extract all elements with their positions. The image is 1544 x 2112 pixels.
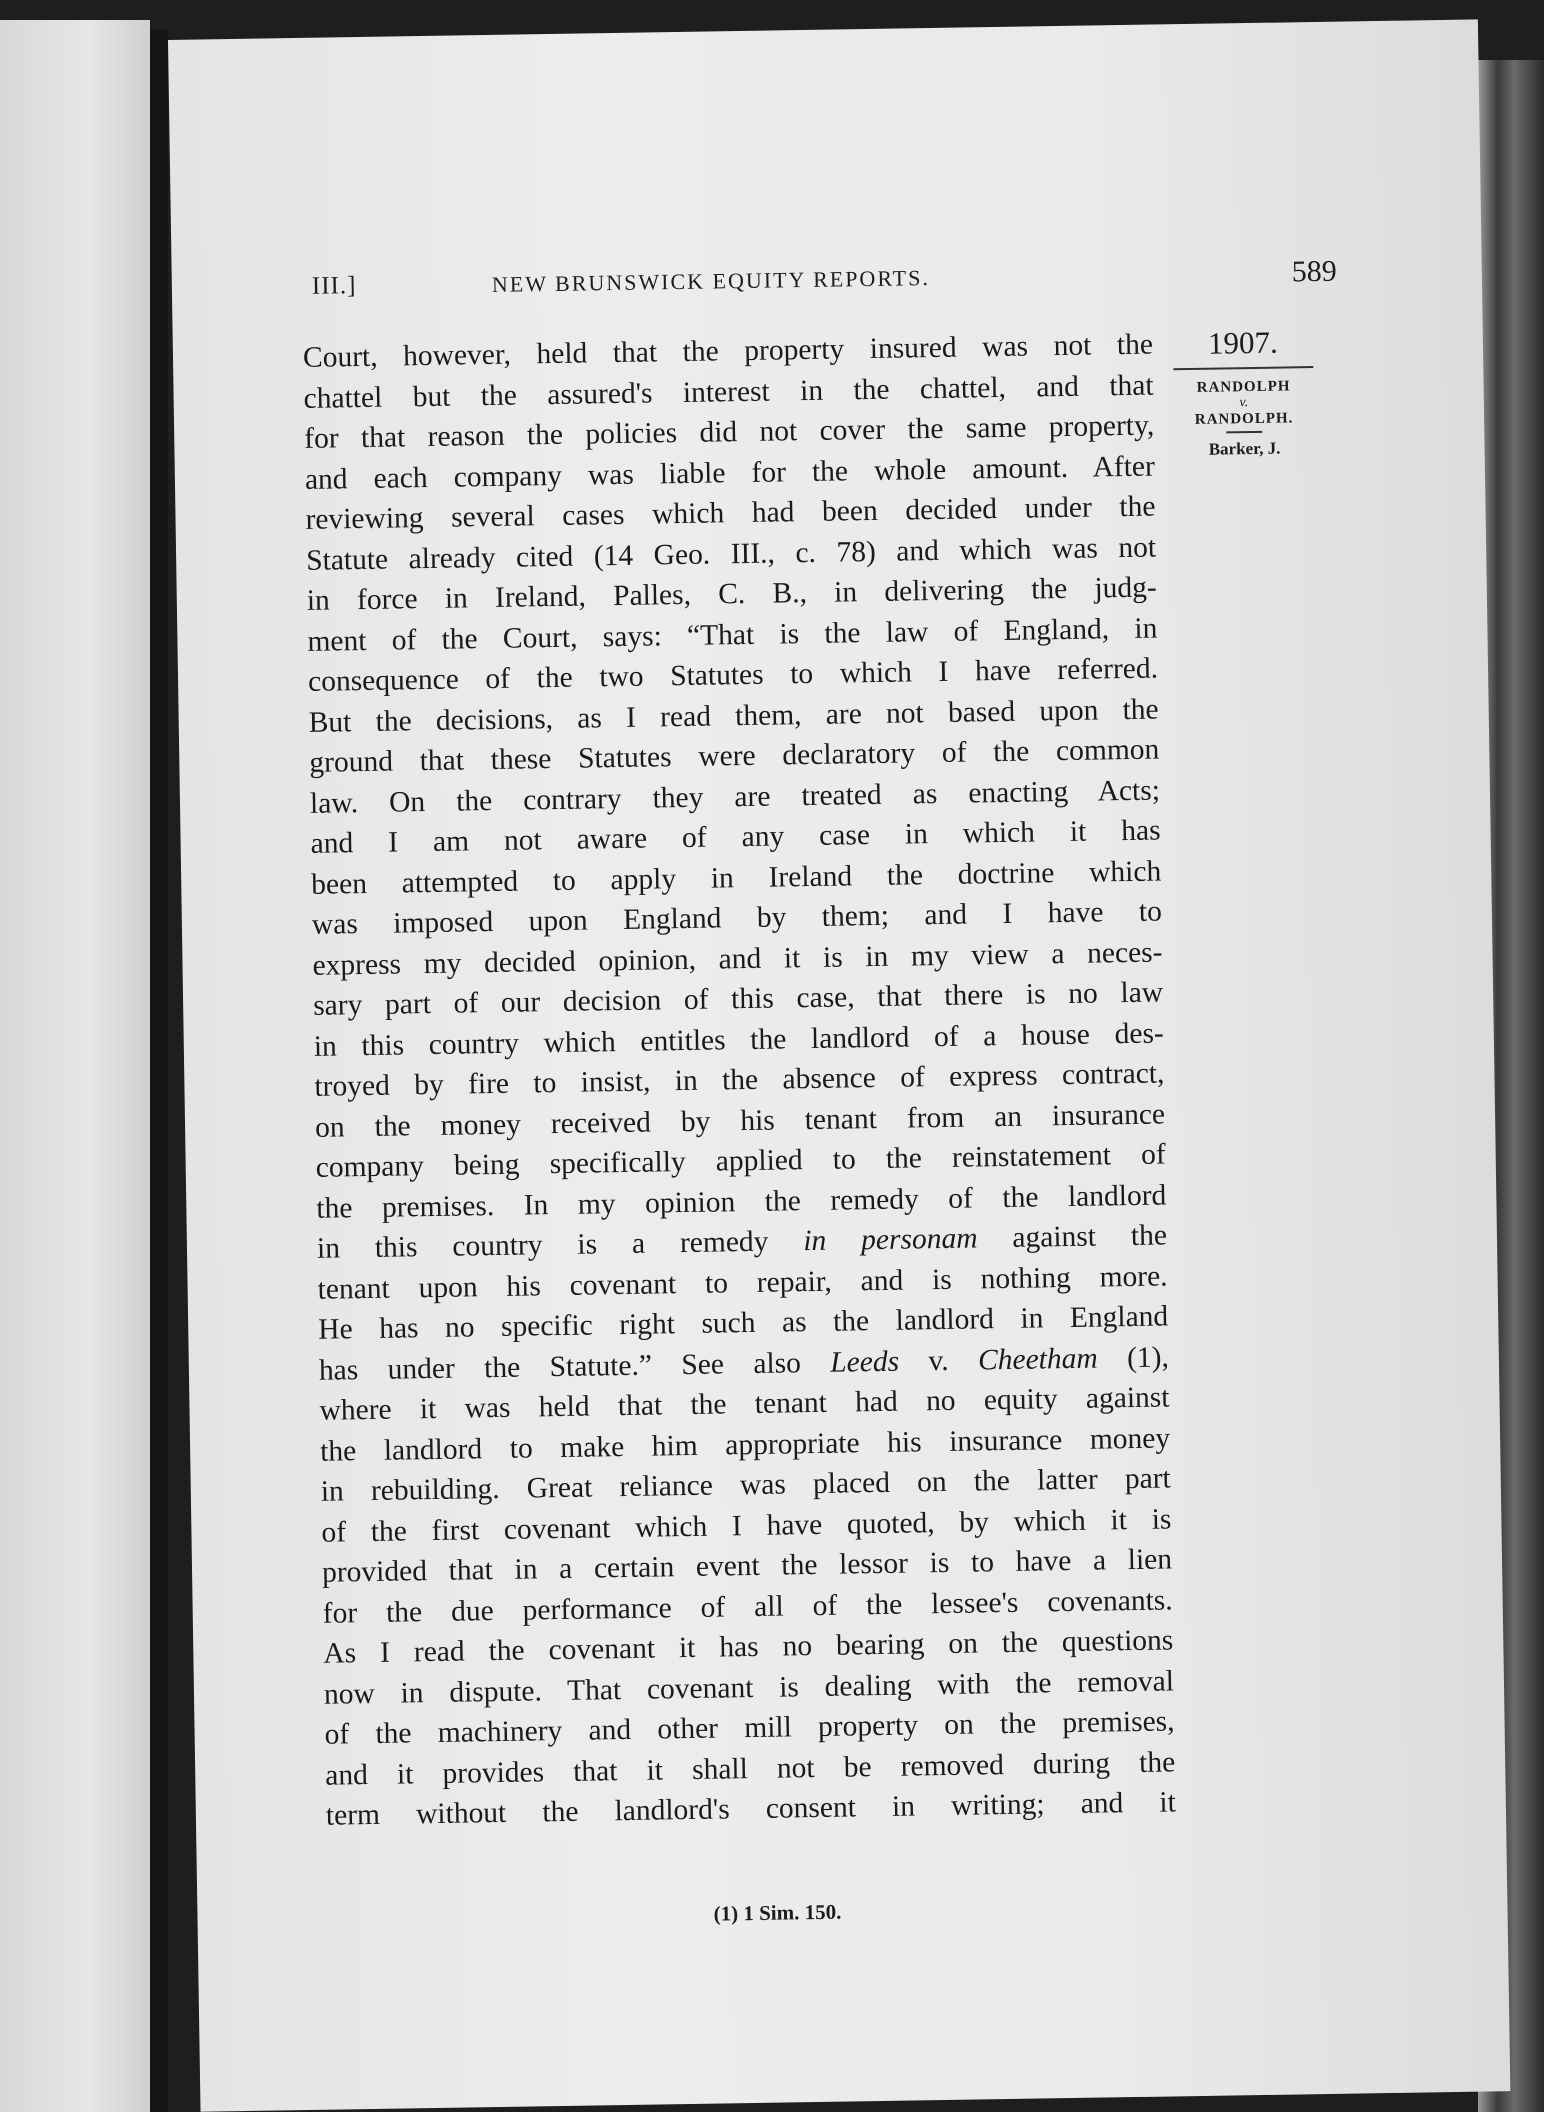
text-run: against the <box>977 1219 1168 1255</box>
text-line: where it was held that the tenant had no equity against <box>319 1381 1170 1427</box>
text-line: term without the landlord's consent in writing; and it <box>325 1786 1177 1832</box>
text-line: been attempted to apply in Ireland the doctrine which <box>311 855 1162 901</box>
case-party-2: Cheetham <box>977 1342 1098 1376</box>
text-line: troyed by fire to insist, in the absence of express contract, <box>314 1057 1165 1103</box>
margin-rule <box>1226 431 1262 434</box>
book-page <box>168 19 1510 2111</box>
facing-page-edge <box>0 20 150 2112</box>
text-line: ground that these Statutes were declaratory of the common <box>309 733 1160 779</box>
text-line: was imposed upon England by them; and I have to <box>311 895 1163 941</box>
text-run: in this country is a remedy <box>316 1225 804 1265</box>
text-line: and each company was liable for the whole amount. After <box>304 450 1156 496</box>
margin-notes <box>1173 324 1315 460</box>
text-line: in force in Ireland, Palles, C. B., in delivering the judg- <box>306 571 1157 617</box>
text-line: for the due performance of all of the lessee's covenants. <box>322 1583 1173 1630</box>
text-line: reviewing several cases which had been decided under the <box>305 490 1156 536</box>
text-line: He has no specific right such as the landlord in England <box>318 1300 1169 1346</box>
latin-term: in personam <box>803 1222 978 1258</box>
text-line: As I read the covenant it has no bearing on the questions <box>323 1624 1174 1670</box>
text-line: now in dispute. That covenant is dealing with the removal <box>323 1664 1175 1711</box>
page-number: 589 <box>1291 254 1338 289</box>
page-header <box>311 254 1338 313</box>
text-line: ment of the Court, says: “That is the law of England, in <box>307 612 1158 658</box>
text-line: law. On the contrary they are treated as enacting Acts; <box>309 774 1161 820</box>
text-line: sary part of our decision of this case, that there is no law <box>312 976 1164 1022</box>
text-line: But the decisions, as I read them, are not based upon the <box>308 693 1159 739</box>
text-line: Statute already cited (14 Geo. III., c. 78) and which was not <box>305 531 1157 577</box>
text-line: chattel but the assured's interest in the chattel, and that <box>303 369 1154 415</box>
text-line: of the machinery and other mill property on the premises, <box>324 1705 1175 1751</box>
footnote-ref: (1), <box>1097 1340 1170 1375</box>
running-title: NEW BRUNSWICK EQUITY REPORTS. <box>491 265 931 297</box>
text-line: the landlord to make him appropriate his insurance money <box>319 1421 1171 1468</box>
text-line: consequence of the two Statutes to which I have referred. <box>307 652 1159 698</box>
text-run: has under the Statute.” See also <box>318 1346 831 1387</box>
text-run: v. <box>898 1343 979 1378</box>
case-party-1: Leeds <box>829 1345 900 1379</box>
text-line: in this country which entitles the landlord of a house des- <box>313 1016 1164 1063</box>
margin-versus: v. <box>1239 395 1249 411</box>
margin-judge: Barker, J. <box>1208 438 1281 459</box>
text-line: of the first covenant which I have quoted, by which it is <box>321 1502 1172 1549</box>
margin-year: 1907. <box>1173 324 1314 370</box>
text-line: express my decided opinion, and it is in my view a neces- <box>312 935 1163 982</box>
footnote: (1) 1 Sim. 150. <box>713 1899 842 1926</box>
text-line: and it provides that it shall not be removed during the <box>325 1745 1176 1792</box>
text-line: provided that in a certain event the lessor is to have a lien <box>321 1543 1173 1589</box>
text-line: tenant upon his covenant to repair, and is nothing more. <box>317 1259 1168 1306</box>
book-gutter <box>150 30 168 2112</box>
text-line: company being specifically applied to the reinstatement of <box>315 1138 1166 1184</box>
text-line: Court, however, held that the property insured was not the <box>302 328 1154 374</box>
margin-party-defendant: RANDOLPH. <box>1194 410 1294 428</box>
text-line: and I am not aware of any case in which it has <box>310 814 1161 860</box>
text-line: in rebuilding. Great reliance was placed on the latter part <box>320 1462 1171 1508</box>
volume-marker: III.] <box>311 272 357 300</box>
text-line: the premises. In my opinion the remedy of the landlord <box>316 1178 1167 1225</box>
body-text <box>303 325 1176 1837</box>
text-line: for that reason the policies did not cover the same property, <box>304 409 1155 455</box>
margin-party-plaintiff: RANDOLPH <box>1196 378 1291 396</box>
text-line: on the money received by his tenant from an insurance <box>314 1097 1166 1144</box>
